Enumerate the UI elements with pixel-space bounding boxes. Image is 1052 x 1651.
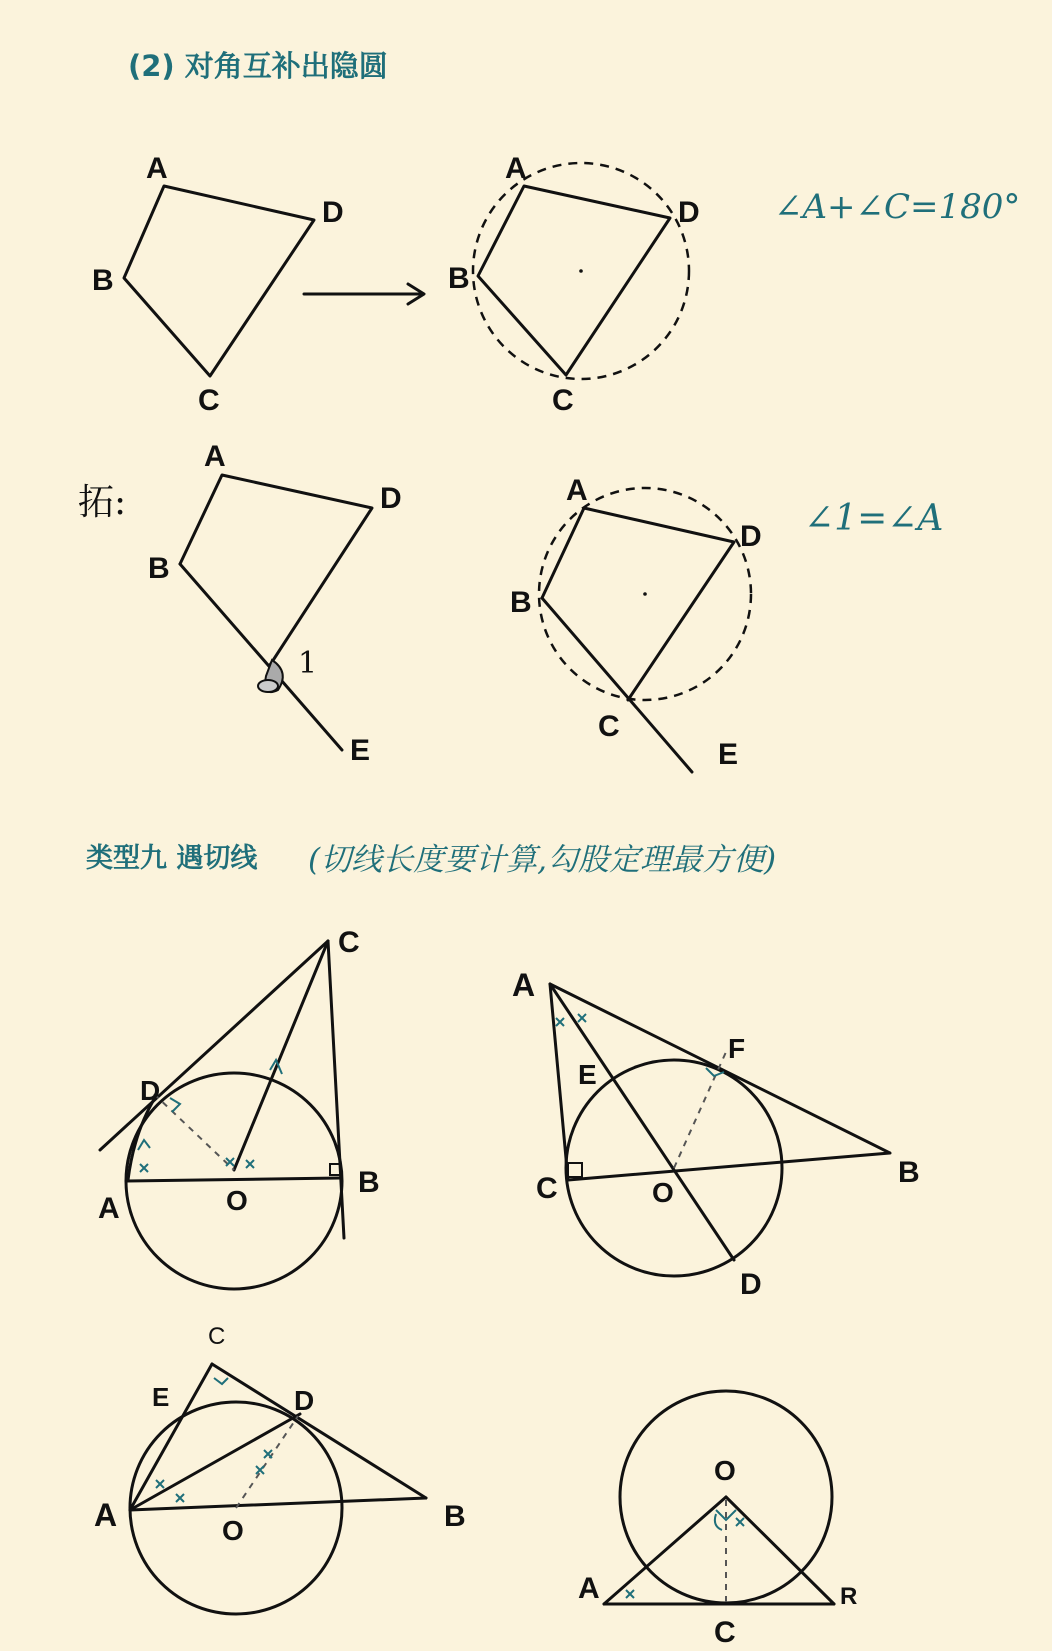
section-heading-2: (2) 对角互补出隐圆	[128, 49, 388, 83]
label-B-5: B	[358, 1166, 380, 1199]
label-E-4: E	[718, 738, 739, 771]
label-D-6: D	[740, 1268, 762, 1301]
transform-arrow	[304, 284, 424, 304]
tangent-line-c-b	[328, 941, 344, 1238]
label-C-5: C	[338, 926, 360, 959]
type-nine-heading: 类型九 遇切线	[86, 843, 258, 874]
label-A-3: A	[204, 440, 226, 473]
label-R-8: R	[840, 1583, 858, 1610]
label-A-5: A	[98, 1192, 120, 1225]
label-O-8: O	[714, 1455, 736, 1486]
label-D-4: D	[740, 520, 762, 553]
note-angle-sum: ∠A+∠C=180°	[774, 187, 1021, 227]
label-A-8: A	[578, 1572, 600, 1605]
triangle-a-c-b	[550, 984, 890, 1180]
angle-marker-a	[138, 1140, 150, 1150]
label-B-1: B	[92, 264, 114, 297]
angle-arc-o	[715, 1514, 722, 1530]
label-C-1: C	[198, 384, 220, 417]
label-B-7: B	[444, 1500, 466, 1533]
label-C-8: C	[714, 1616, 736, 1649]
label-O-5: O	[226, 1185, 248, 1216]
radius-o-d-3	[236, 1416, 298, 1508]
tangent-diagram-2	[512, 967, 920, 1301]
tangent-diagram-3	[94, 1323, 466, 1614]
cyclic-quadrilateral	[478, 186, 670, 375]
label-B-3: B	[148, 552, 170, 585]
label-A-2: A	[505, 152, 527, 185]
label-E-6: E	[578, 1059, 597, 1090]
label-D-3: D	[380, 482, 402, 515]
circle-center-dot-1	[579, 269, 583, 273]
label-C-6: C	[536, 1172, 558, 1205]
label-B-2: B	[448, 262, 470, 295]
label-D-5: D	[140, 1075, 161, 1106]
cyclic-quadrilateral-diagram	[448, 152, 700, 417]
label-D-1: D	[322, 196, 344, 229]
tangent-diagram-1	[98, 926, 380, 1289]
label-C-7: C	[208, 1323, 226, 1350]
line-c-b	[212, 1364, 426, 1498]
diameter-a-b	[126, 1178, 340, 1181]
label-D-7: D	[294, 1385, 315, 1416]
label-B-6: B	[898, 1156, 920, 1189]
label-A-6: A	[512, 967, 536, 1003]
extension-label: 拓:	[78, 482, 127, 523]
label-A-1: A	[146, 152, 168, 185]
line-b-e-2	[542, 598, 692, 772]
line-a-b	[130, 1498, 426, 1510]
radius-o-d	[154, 1094, 234, 1170]
quadrilateral-diagram-1	[92, 152, 344, 417]
label-F-6: F	[728, 1033, 746, 1064]
label-A-7: A	[94, 1497, 118, 1533]
extension-circle-diagram	[510, 474, 762, 772]
label-B-4: B	[510, 586, 532, 619]
label-C-4: C	[598, 710, 620, 743]
label-A-4: A	[566, 474, 588, 507]
label-D-2: D	[678, 196, 700, 229]
right-angle-c-3	[214, 1378, 228, 1384]
angle-one-label: 1	[298, 646, 318, 681]
extension-quadrilateral-sides	[180, 475, 372, 665]
type-nine-note: (切线长度要计算,勾股定理最方便)	[308, 842, 777, 878]
angle-c-marker	[258, 680, 278, 692]
label-E-3: E	[350, 734, 371, 767]
label-O-6: O	[652, 1177, 674, 1208]
label-C-2: C	[552, 384, 574, 417]
tangent-line-c-d	[100, 941, 328, 1150]
extension-diagram	[148, 440, 402, 767]
circle-center-dot-2	[643, 592, 647, 596]
note-angle-equal: ∠1=∠A	[804, 498, 944, 539]
label-E-7: E	[152, 1382, 170, 1412]
tangent-diagram-4	[578, 1391, 857, 1649]
equal-angle-marks-3	[156, 1450, 272, 1502]
quadrilateral-abcd	[124, 186, 314, 376]
segment-c-o	[234, 941, 328, 1170]
right-angle-d	[170, 1098, 180, 1112]
label-O-7: O	[222, 1515, 244, 1546]
right-angle-c	[568, 1163, 582, 1177]
radius-o-f	[674, 1052, 726, 1168]
